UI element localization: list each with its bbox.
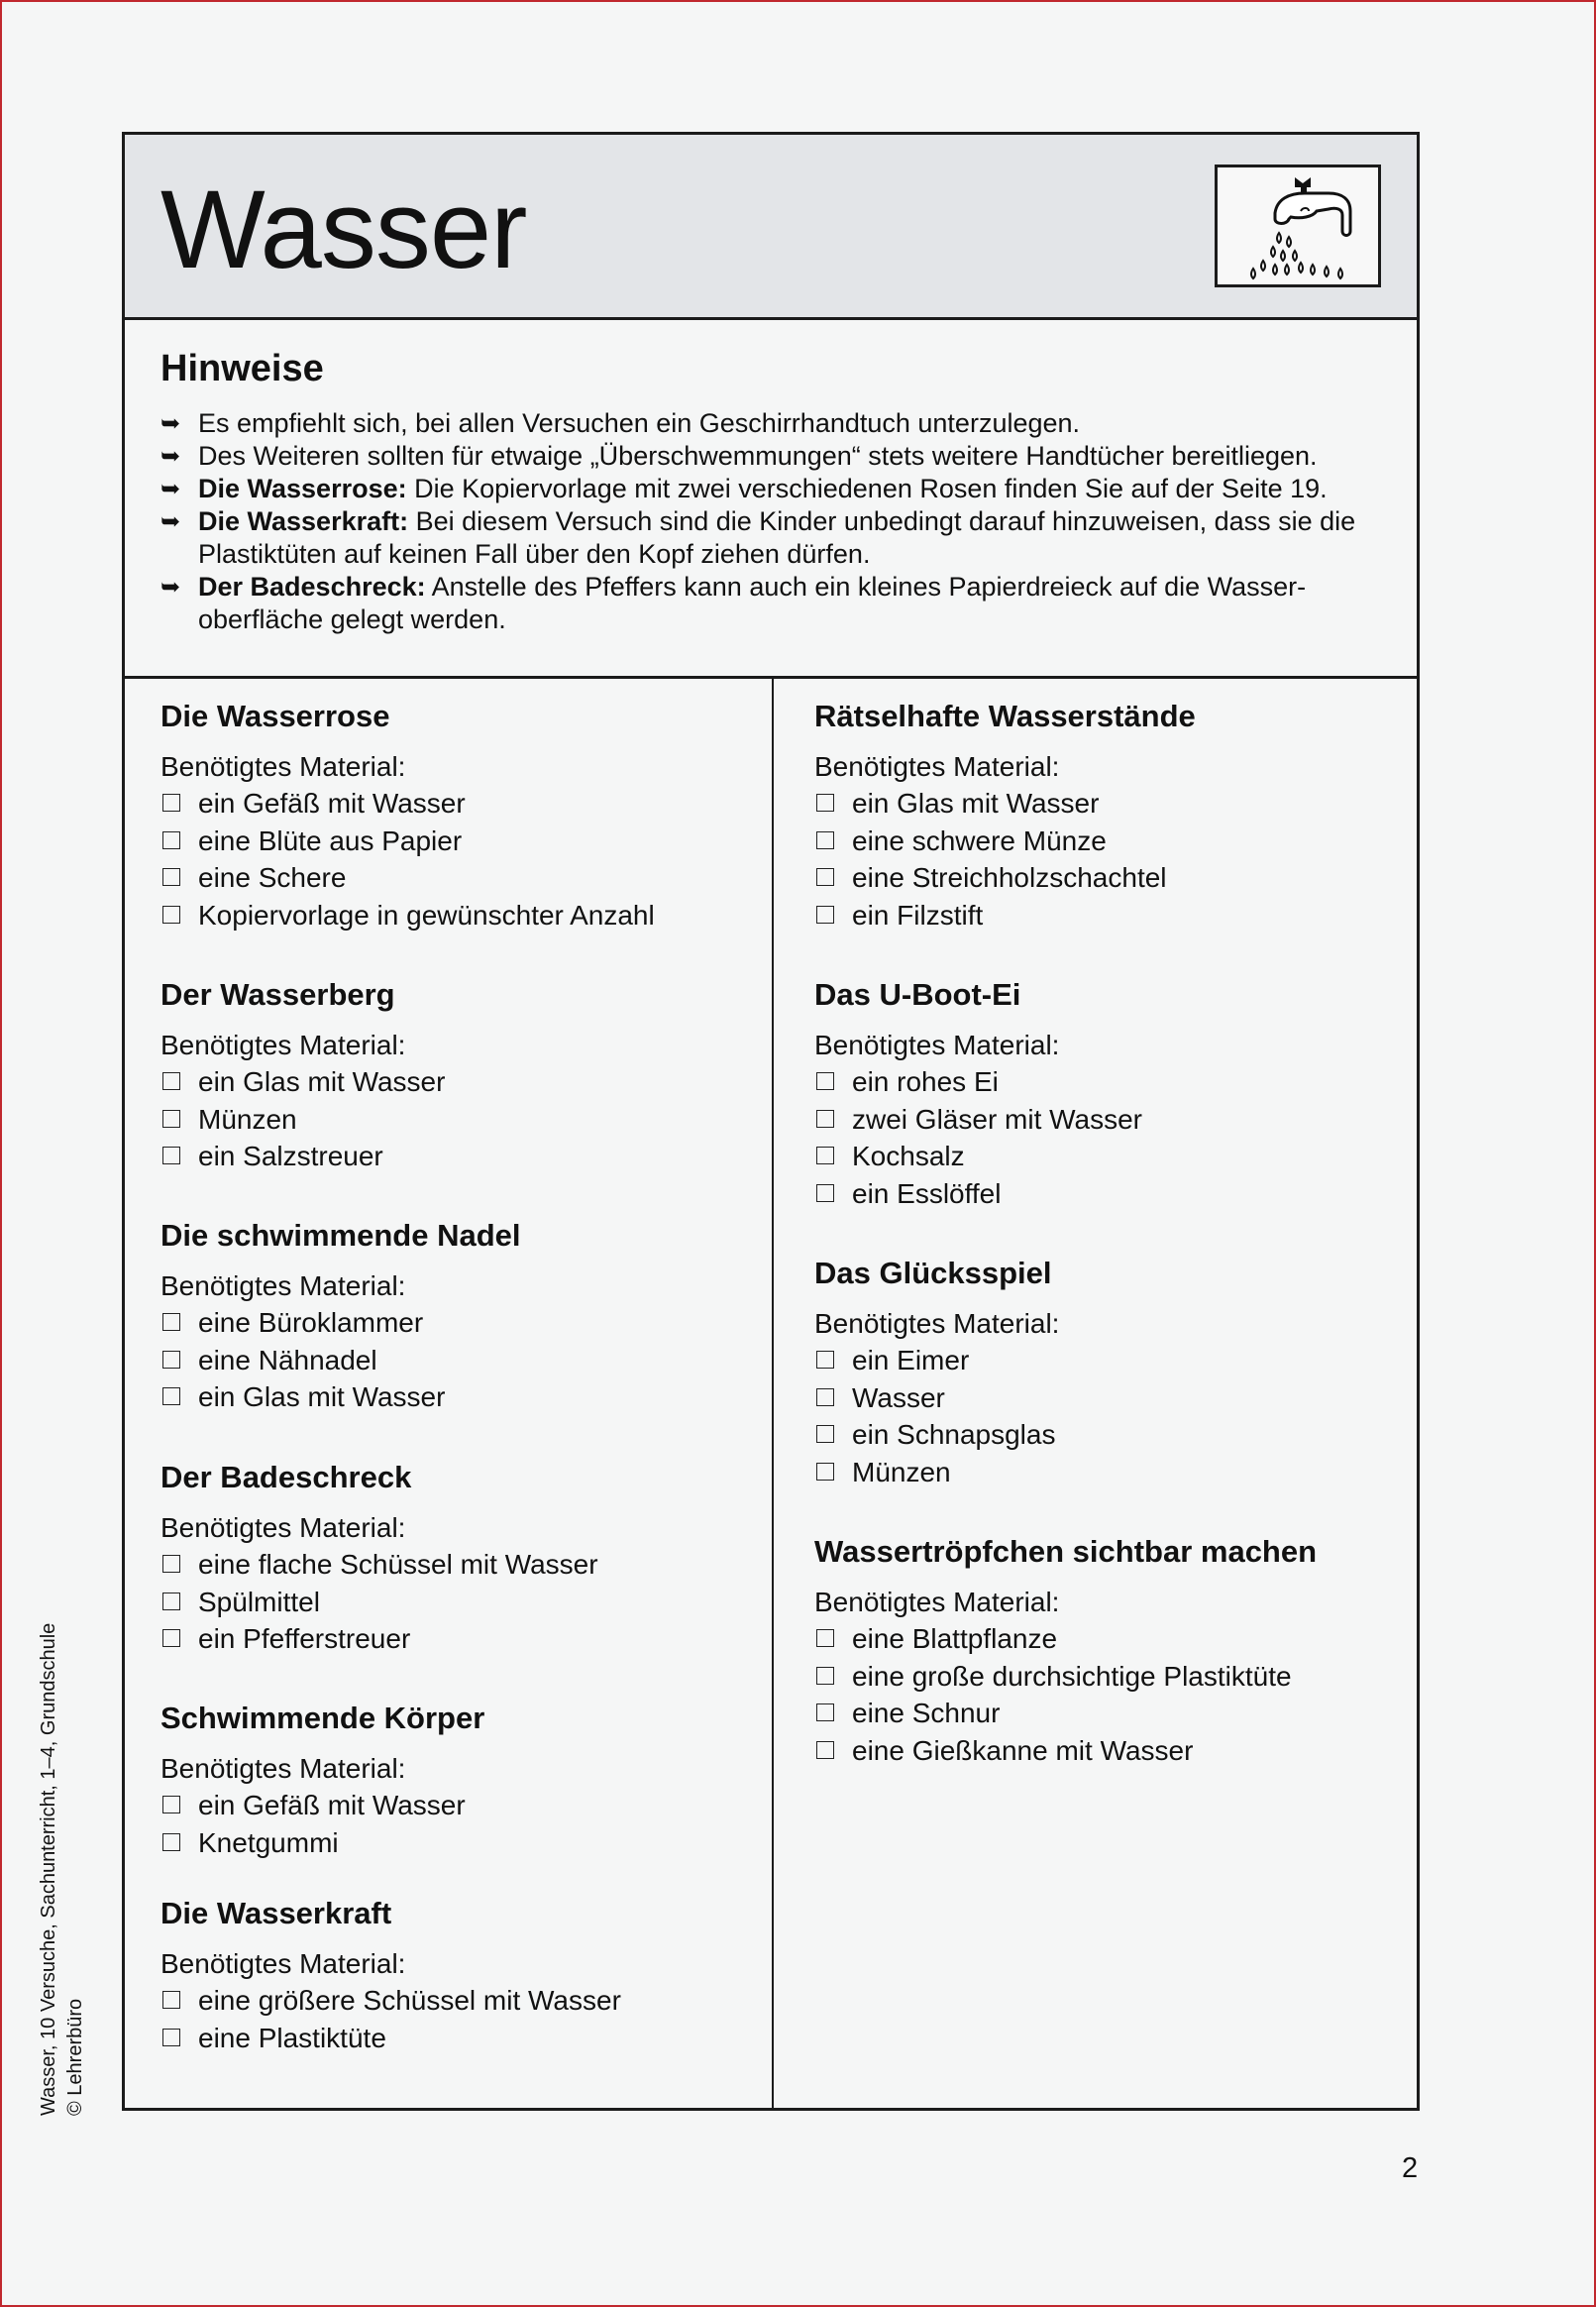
material-list xyxy=(160,1546,598,1658)
worksheet xyxy=(122,132,1420,2111)
section-title: Der Wasserberg xyxy=(160,977,395,1012)
page-title: Wasser xyxy=(160,167,527,291)
material-label: Benötigtes Material: xyxy=(160,1512,406,1543)
checkbox[interactable] xyxy=(162,1796,180,1813)
checkbox[interactable] xyxy=(816,1463,834,1481)
item-label: eine Streichholzschachtel xyxy=(852,862,1167,893)
checkbox[interactable] xyxy=(816,1072,834,1090)
material-item xyxy=(814,1416,1059,1454)
material-item xyxy=(814,1063,1142,1101)
material-list xyxy=(814,1342,1059,1490)
section-title: Die schwimmende Nadel xyxy=(160,1218,521,1253)
material-item xyxy=(160,1982,621,2020)
material-list xyxy=(160,785,655,934)
checkbox[interactable] xyxy=(816,1629,834,1647)
material-item xyxy=(160,1138,445,1175)
material-label: Benötigtes Material: xyxy=(814,751,1060,782)
checkbox[interactable] xyxy=(816,1147,834,1164)
material-item xyxy=(160,1824,484,1862)
item-label: Münzen xyxy=(852,1456,951,1487)
material-label: Benötigtes Material: xyxy=(814,1308,1060,1339)
material-label: Benötigtes Material: xyxy=(814,1587,1060,1617)
material-item xyxy=(814,1175,1142,1213)
hint-item xyxy=(160,571,1389,636)
sidebar-line-1: Wasser, 10 Versuche, Sachunterricht, 1–4, Grundschule xyxy=(38,1622,59,2116)
section-title: Schwimmende Körper xyxy=(160,1701,485,1735)
copyright-sidebar xyxy=(36,1623,89,2116)
material-item xyxy=(160,785,655,823)
hint-bold: Der Badeschreck: xyxy=(198,572,426,602)
item-label: ein Salzstreuer xyxy=(198,1141,383,1171)
checkbox[interactable] xyxy=(816,1388,834,1406)
experiment-section xyxy=(160,1458,598,1658)
arrow-icon: ➥ xyxy=(160,476,181,502)
item-label: ein Glas mit Wasser xyxy=(852,788,1100,819)
item-label: eine Schnur xyxy=(852,1698,1001,1728)
checkbox[interactable] xyxy=(816,868,834,886)
arrow-icon: ➥ xyxy=(160,574,181,601)
material-item xyxy=(814,1379,1059,1417)
material-item xyxy=(814,859,1196,897)
experiment-section xyxy=(814,975,1142,1212)
hint-list xyxy=(160,407,1389,636)
item-label: Spülmittel xyxy=(198,1586,320,1617)
hint-item xyxy=(160,440,1389,473)
material-item xyxy=(160,1304,521,1342)
item-label: ein Pfefferstreuer xyxy=(198,1623,411,1654)
checkbox[interactable] xyxy=(816,1184,834,1202)
experiment-section xyxy=(160,1699,484,1861)
material-label: Benötigtes Material: xyxy=(814,1030,1060,1060)
experiment-section xyxy=(814,1532,1317,1769)
material-item xyxy=(814,1658,1317,1696)
material-list xyxy=(160,1304,521,1416)
item-label: Wasser xyxy=(852,1381,945,1413)
checkbox[interactable] xyxy=(162,906,180,924)
material-label: Benötigtes Material: xyxy=(160,751,406,782)
hint-bold: Die Wasserkraft: xyxy=(198,506,409,536)
item-label: Kopiervorlage in gewünschter Anzahl xyxy=(198,899,655,931)
material-item xyxy=(814,1101,1142,1139)
hinweise-section xyxy=(125,320,1417,679)
item-label: ein Filzstift xyxy=(852,899,984,931)
item-label: ein rohes Ei xyxy=(852,1066,999,1097)
page-number: 2 xyxy=(1402,2152,1419,2184)
material-item xyxy=(160,1546,598,1584)
right-column xyxy=(774,679,1420,2111)
experiment-section xyxy=(160,975,445,1175)
material-item xyxy=(160,1584,598,1621)
section-title: Das Glücksspiel xyxy=(814,1256,1052,1290)
checkbox[interactable] xyxy=(816,794,834,812)
hint-item xyxy=(160,505,1389,571)
section-title: Wassertröpfchen sichtbar machen xyxy=(814,1534,1318,1569)
section-title: Die Wasserrose xyxy=(160,699,390,733)
item-label: eine große durchsichtige Plastiktüte xyxy=(852,1660,1292,1692)
checkbox[interactable] xyxy=(162,1629,180,1647)
section-title: Der Badeschreck xyxy=(160,1460,412,1494)
material-item xyxy=(160,1378,521,1416)
checkbox[interactable] xyxy=(162,1991,180,2009)
material-list xyxy=(160,1063,445,1175)
arrow-icon: ➥ xyxy=(160,508,181,535)
checkbox[interactable] xyxy=(162,1833,180,1851)
item-label: ein Schnapsglas xyxy=(852,1419,1056,1450)
item-label: ein Gefäß mit Wasser xyxy=(198,788,466,819)
material-label: Benötigtes Material: xyxy=(160,1753,406,1784)
material-item xyxy=(160,897,655,934)
material-item xyxy=(160,823,655,860)
arrow-icon: ➥ xyxy=(160,443,181,470)
material-item xyxy=(160,1101,445,1139)
left-column xyxy=(125,679,774,2111)
item-label: eine Blüte aus Papier xyxy=(198,824,463,856)
material-item xyxy=(160,1342,521,1379)
experiment-section xyxy=(814,697,1196,934)
checkbox[interactable] xyxy=(162,1313,180,1331)
checkbox[interactable] xyxy=(162,1110,180,1128)
checkbox[interactable] xyxy=(162,1351,180,1369)
material-item xyxy=(814,1138,1142,1175)
item-label: eine Blattpflanze xyxy=(852,1623,1058,1654)
checkbox[interactable] xyxy=(162,1555,180,1573)
material-label: Benötigtes Material: xyxy=(160,1270,406,1301)
material-list xyxy=(160,1982,621,2056)
item-label: eine schwere Münze xyxy=(852,824,1107,856)
item-label: zwei Gläser mit Wasser xyxy=(852,1103,1143,1135)
item-label: eine Büroklammer xyxy=(198,1307,424,1338)
title-band xyxy=(125,135,1417,320)
checkbox[interactable] xyxy=(816,1351,834,1369)
hint-text: Des Weiteren sollten für etwaige „Überschwemmungen“ stets weitere Handtücher bereitliegen. xyxy=(198,441,1318,471)
checkbox[interactable] xyxy=(816,1425,834,1443)
experiment-section xyxy=(160,1894,621,2056)
material-list xyxy=(160,1787,484,1861)
checkbox[interactable] xyxy=(162,1072,180,1090)
item-label: eine größere Schüssel mit Wasser xyxy=(198,1985,621,2016)
material-item xyxy=(160,1787,484,1824)
item-label: ein Gefäß mit Wasser xyxy=(198,1790,466,1820)
faucet-icon xyxy=(1215,165,1381,287)
material-item xyxy=(814,823,1196,860)
item-label: Knetgummi xyxy=(198,1826,339,1858)
checkbox[interactable] xyxy=(162,1147,180,1164)
material-item xyxy=(814,1695,1317,1732)
checkbox[interactable] xyxy=(162,868,180,886)
item-label: eine Nähnadel xyxy=(198,1344,377,1375)
hint-item xyxy=(160,407,1389,440)
hint-item xyxy=(160,473,1389,505)
material-label: Benötigtes Material: xyxy=(160,1948,406,1979)
sidebar-line-2: © Lehrerbüro xyxy=(64,1998,86,2116)
material-label: Benötigtes Material: xyxy=(160,1030,406,1060)
item-label: ein Glas mit Wasser xyxy=(198,1066,446,1097)
item-label: ein Esslöffel xyxy=(852,1177,1002,1209)
item-label: Münzen xyxy=(198,1103,297,1135)
item-label: eine Schere xyxy=(198,862,347,893)
material-item xyxy=(160,859,655,897)
hint-text: Es empfiehlt sich, bei allen Versuchen ein Geschirrhandtuch unterzulegen. xyxy=(198,408,1081,438)
checkbox[interactable] xyxy=(162,794,180,812)
section-title: Rätselhafte Wasserstände xyxy=(814,699,1196,733)
hint-text: Bei diesem Versuch sind die Kinder unbedingt darauf hinzuweisen, dass sie die Plastiktüten auf keinen Fall über den Kopf ziehen dürfen. xyxy=(198,506,1356,569)
material-item xyxy=(160,2020,621,2057)
arrow-icon: ➥ xyxy=(160,410,181,437)
material-item xyxy=(814,1732,1317,1770)
checkbox[interactable] xyxy=(162,1593,180,1610)
material-item xyxy=(814,897,1196,934)
checkbox[interactable] xyxy=(816,1110,834,1128)
checkbox[interactable] xyxy=(162,2029,180,2046)
material-list xyxy=(814,785,1196,934)
item-label: eine Plastiktüte xyxy=(198,2022,386,2053)
hint-text: Die Kopiervorlage mit zwei verschiedenen Rosen finden Sie auf der Seite 19. xyxy=(406,474,1328,503)
material-item xyxy=(814,785,1196,823)
item-label: ein Eimer xyxy=(852,1345,970,1375)
checkbox[interactable] xyxy=(816,831,834,849)
checkbox[interactable] xyxy=(816,1741,834,1759)
material-list xyxy=(814,1620,1317,1769)
checkbox[interactable] xyxy=(816,1703,834,1721)
material-item xyxy=(814,1620,1317,1658)
hinweise-title: Hinweise xyxy=(160,348,324,389)
hint-text: Anstelle des Pfeffers kann auch ein kleines Papierdreieck auf die Wasser-oberfläche gelegt werden. xyxy=(198,572,1307,634)
section-title: Die Wasserkraft xyxy=(160,1896,392,1930)
item-label: eine flache Schüssel mit Wasser xyxy=(198,1549,598,1580)
experiment-section xyxy=(160,1216,521,1416)
experiment-section xyxy=(814,1254,1059,1490)
checkbox[interactable] xyxy=(162,1387,180,1405)
material-item xyxy=(814,1342,1059,1379)
item-label: eine Gießkanne mit Wasser xyxy=(852,1734,1194,1766)
experiment-section xyxy=(160,697,655,934)
item-label: Kochsalz xyxy=(852,1141,965,1171)
checkbox[interactable] xyxy=(162,831,180,849)
material-item xyxy=(160,1620,598,1658)
item-label: ein Glas mit Wasser xyxy=(198,1381,446,1412)
hint-bold: Die Wasserrose: xyxy=(198,474,407,503)
material-list xyxy=(814,1063,1142,1212)
checkbox[interactable] xyxy=(816,1667,834,1685)
section-title: Das U-Boot-Ei xyxy=(814,977,1021,1012)
material-item xyxy=(160,1063,445,1101)
material-item xyxy=(814,1454,1059,1491)
checkbox[interactable] xyxy=(816,906,834,924)
